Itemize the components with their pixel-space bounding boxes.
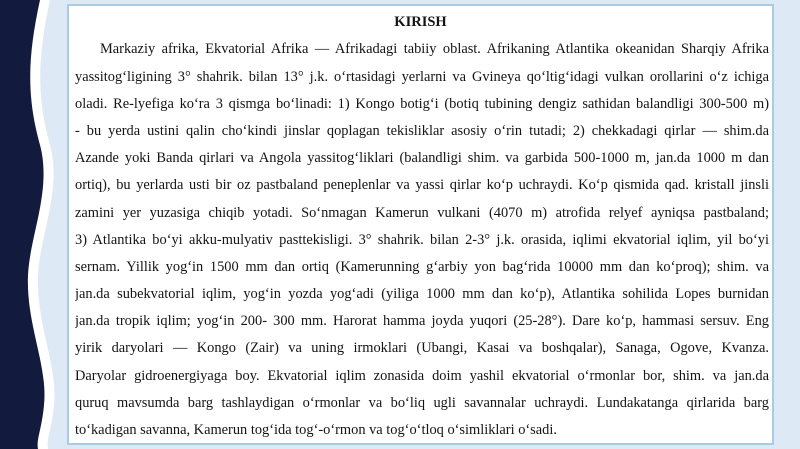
- paragraph-line: jan.da tropik iqlim; yog‘in 200- 300 mm. Harorat hamma joyda yuqori (25-28°). Dare ko‘p, hammasi sersuv. Eng: [75, 313, 769, 330]
- paragraph-line: Daryolar gidroenergiyaga boy. Ekvatorial iqlim zonasida doim yashil ekvatorial o‘rmonlar bor, shim. va jan.da: [75, 367, 769, 384]
- paragraph-line: quruq mavsumda barg tashlaydigan o‘rmonlar va bo‘liq ugli savannalar uchraydi. Lundakatanga qirlarida barg: [75, 394, 769, 411]
- paragraph-line: ortiq), bu yerlarda usti bir oz pastbaland peneplenlar va yassi qirlar ko‘p uchraydi. Ko‘p qismida qad. kristall jinsli: [75, 177, 769, 194]
- paragraph: [75, 36, 769, 444]
- paragraph-line: yassitog‘ligining 3° shahrik. bilan 13° j.k. o‘rtasidagi yerlarni va Gvineya qo‘ltig‘idagi vulkan orollarini o‘z ichiga: [75, 68, 769, 85]
- page-title: KIRISH: [394, 14, 447, 30]
- paragraph-line: to‘kadigan savanna, Kamerun tog‘ida tog‘-o‘rmon va tog‘o‘tloq o‘simliklari o‘sadi.: [75, 422, 557, 439]
- paragraph-line: Azande yoki Banda qirlari va Angola yassitog‘liklari (balandligi shim. va garbida 500-1000 m, jan.da 1000 m dan: [75, 150, 769, 167]
- text-panel: [67, 4, 774, 445]
- paragraph-line: - bu yerda ustini qalin cho‘kindi jinslar qoplagan tekisliklar asosiy o‘rin tutadi; 2) chekkadagi qirlar — shim.da: [75, 122, 769, 139]
- paragraph-line: yirik daryolari — Kongo (Zair) va uning irmoklari (Ubangi, Kasai va boshqalar), Sanaga, Ogove, Kvanza.: [75, 340, 769, 357]
- paragraph-line: Markaziy afrika, Ekvatorial Afrika — Afrikadagi tabiiy oblast. Afrikaning Atlantika okeanidan Sharqiy Afrika: [100, 41, 769, 58]
- paragraph-line: zamini yer yuzasiga chiqib yotadi. So‘nmagan Kamerun vulkani (4070 m) atrofida relyef ayniqsa pastbaland;: [75, 204, 769, 221]
- left-wave-decoration: [0, 0, 70, 449]
- paragraph-line: jan.da subekvatorial iqlim, yog‘in yozda yog‘adi (yiliga 1000 mm dan ko‘p), Atlantika sohilida Lopes burnidan: [75, 286, 769, 303]
- paragraph-line: 3) Atlantika bo‘yi akku-mulyativ pasttekisligi. 3° shahrik. bilan 2-3° j.k. orasida, iqlimi ekvatorial iqlim, yil bo‘yi: [75, 231, 769, 248]
- paragraph-line: sernam. Yillik yog‘in 1500 mm dan ortiq (Kamerunning g‘arbiy yon bag‘rida 10000 mm dan ko‘proq); shim. va: [75, 258, 769, 275]
- paragraph-line: oladi. Re-lyefiga ko‘ra 3 qismga bo‘linadi: 1) Kongo botig‘i (botiq tubining dengiz sathidan balandligi 300-500 m): [75, 95, 769, 112]
